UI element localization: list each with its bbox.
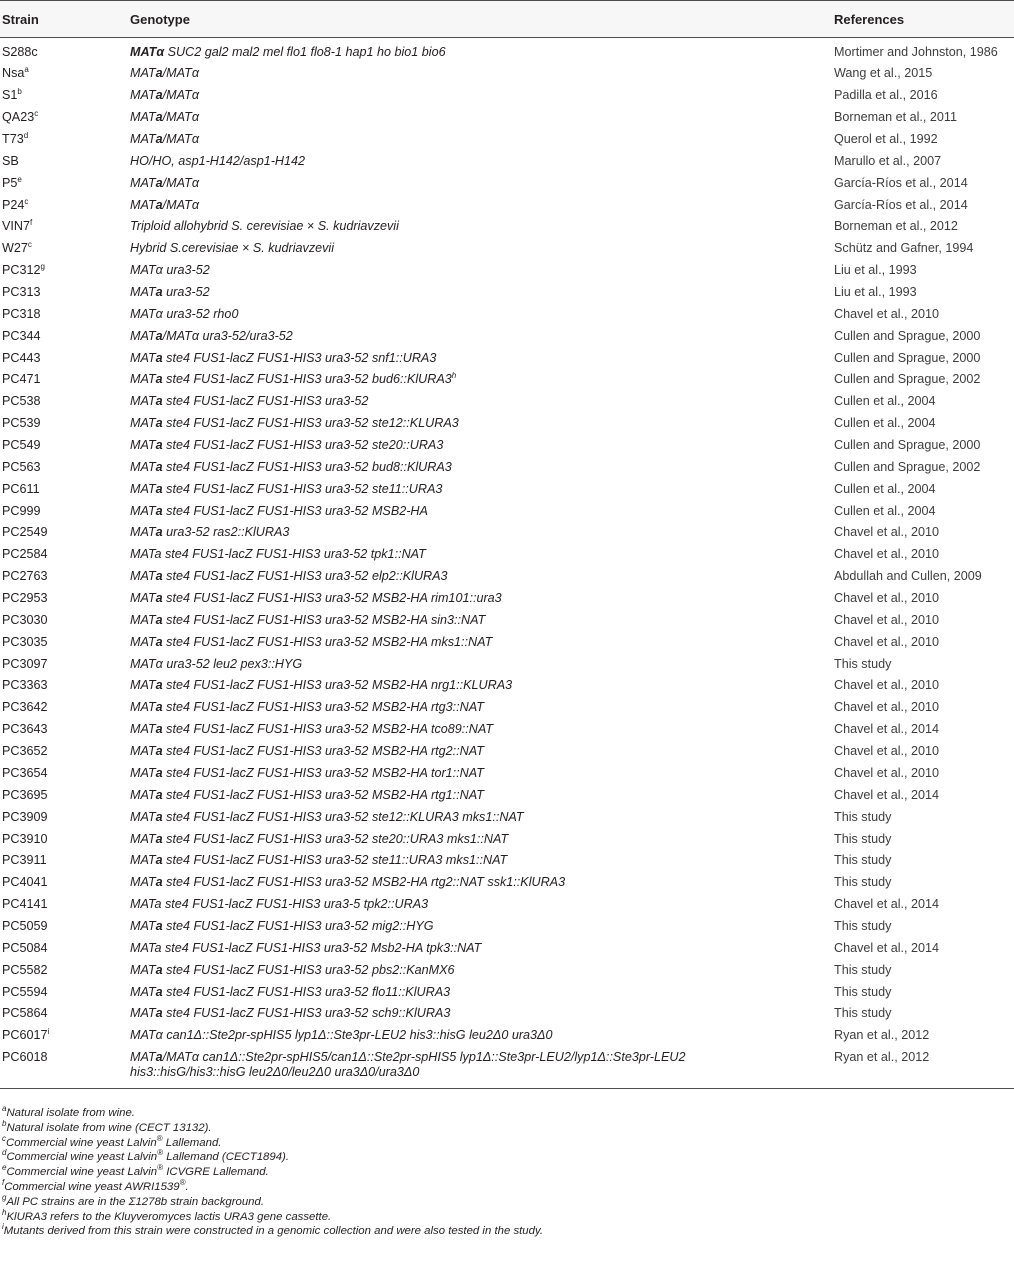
table-row bbox=[0, 763, 1014, 785]
genotype-cell: MATa ste4 FUS1-lacZ FUS1-HIS3 ura3-52 ste20::URA3 mks1::NAT bbox=[130, 831, 509, 846]
footnote: $^g$All PC strains are in the Σ1278b strain background. bbox=[2, 1192, 265, 1208]
reference-cell: Chavel et al., 2010 bbox=[834, 591, 940, 606]
reference-cell: Chavel et al., 2014 bbox=[834, 722, 940, 737]
table-row bbox=[0, 478, 1014, 500]
reference-cell: Ryan et al., 2012 bbox=[834, 1028, 930, 1043]
strain-cell: PC318 bbox=[2, 306, 41, 321]
table-row bbox=[0, 609, 1014, 631]
footnote: $^i$Mutants derived from this strain were constructed in a genomic collection and were also tested in the study. bbox=[2, 1222, 543, 1238]
reference-cell: Wang et al., 2015 bbox=[834, 66, 933, 81]
reference-cell: García-Ríos et al., 2014 bbox=[834, 197, 968, 212]
reference-cell: This study bbox=[834, 918, 892, 933]
reference-cell: This study bbox=[834, 962, 892, 977]
strain-cell: PC3911 bbox=[2, 853, 47, 868]
strain-cell: PC2763 bbox=[2, 569, 48, 584]
genotype-cell: MATa/MATα bbox=[130, 132, 200, 146]
reference-cell: Chavel et al., 2010 bbox=[834, 525, 940, 540]
genotype-cell: MATa/MATα bbox=[130, 175, 200, 190]
table-row bbox=[0, 806, 1014, 828]
table-row bbox=[0, 435, 1014, 457]
genotype-cell: MATa/MATα ura3-52/ura3-52 bbox=[130, 328, 293, 343]
genotype-cell: MATα ura3-52 bbox=[130, 263, 210, 278]
reference-cell: This study bbox=[834, 1006, 892, 1021]
genotype-cell: MATa ste4 FUS1-lacZ FUS1-HIS3 ura3-52 Msb2-HA tpk3::NAT bbox=[130, 940, 482, 955]
table-row bbox=[0, 260, 1014, 282]
strain-cell: P24$^c$ bbox=[2, 196, 29, 212]
genotype-cell: MATa ste4 FUS1-lacZ FUS1-HIS3 ura3-52 MSB2-HA tco89::NAT bbox=[130, 722, 494, 737]
strain-cell: P5e bbox=[2, 174, 22, 190]
strain-cell: T73$^d$ bbox=[2, 130, 29, 146]
strain-cell: PC549 bbox=[2, 438, 41, 453]
strain-cell: PC2953 bbox=[2, 591, 48, 606]
genotype-cell: MATa ste4 FUS1-lacZ FUS1-HIS3 ura3-52 ste11::URA3 bbox=[130, 481, 443, 496]
table-row bbox=[0, 872, 1014, 894]
reference-cell: Chavel et al., 2010 bbox=[834, 634, 940, 649]
reference-cell: Abdullah and Cullen, 2009 bbox=[834, 569, 982, 584]
reference-cell: Querol et al., 1992 bbox=[834, 132, 938, 146]
genotype-cell: MATa ste4 FUS1-lacZ FUS1-HIS3 ura3-52 bbox=[130, 394, 369, 409]
strain-cell: PC5084 bbox=[2, 940, 48, 955]
table-row bbox=[0, 588, 1014, 610]
table-row bbox=[0, 544, 1014, 566]
genotype-cell: MATa ste4 FUS1-lacZ FUS1-HIS3 ura3-52 MSB2-HA bbox=[130, 503, 428, 518]
reference-cell: Chavel et al., 2014 bbox=[834, 940, 940, 955]
table-row bbox=[0, 894, 1014, 916]
strain-cell: PC443 bbox=[2, 350, 41, 365]
strain-cell: PC5059 bbox=[2, 918, 48, 933]
table-row bbox=[0, 38, 1014, 64]
strain-cell: PC3642 bbox=[2, 700, 48, 715]
strain-cell: PC539 bbox=[2, 416, 41, 431]
footnotes bbox=[2, 1106, 1012, 1239]
reference-cell: Chavel et al., 2010 bbox=[834, 612, 940, 627]
reference-cell: Cullen and Sprague, 2000 bbox=[834, 328, 981, 343]
strain-cell: PC999 bbox=[2, 503, 41, 518]
table-body bbox=[0, 38, 1014, 1089]
strain-cell: PC3363 bbox=[2, 678, 48, 693]
strain-cell: Nsa$^a$ bbox=[2, 65, 29, 81]
genotype-cell: MATα ura3-52 rho0 bbox=[130, 306, 239, 321]
genotype-cell: HO/HO, asp1-H142/asp1-H142 bbox=[130, 153, 305, 168]
strain-cell: PC313 bbox=[2, 285, 41, 300]
strain-cell: PC2549 bbox=[2, 525, 48, 540]
genotype-cell: MATa/MATα bbox=[130, 110, 200, 125]
genotype-cell: MATa/MATα bbox=[130, 66, 200, 81]
genotype-cell: MATa ste4 FUS1-lacZ FUS1-HIS3 ura3-52 flo11::KlURA3 bbox=[130, 984, 451, 999]
table-row bbox=[0, 282, 1014, 304]
strain-cell: PC3035 bbox=[2, 634, 48, 649]
genotype-cell: MATa ste4 FUS1-lacZ FUS1-HIS3 ura3-52 ste20::URA3 bbox=[130, 438, 444, 453]
table-row bbox=[0, 85, 1014, 107]
reference-cell: This study bbox=[834, 656, 892, 671]
genotype-cell: MATa ste4 FUS1-lacZ FUS1-HIS3 ura3-52 mig2::HYG bbox=[130, 918, 434, 933]
reference-cell: Marullo et al., 2007 bbox=[834, 153, 942, 168]
genotype-cell: MATα ura3-52 leu2 pex3::HYG bbox=[130, 656, 303, 671]
table-row bbox=[0, 522, 1014, 544]
strain-cell: PC4141 bbox=[2, 897, 48, 912]
genotype-cell: MATa ste4 FUS1-lacZ FUS1-HIS3 ura3-52 MSB2-HA tor1::NAT bbox=[130, 765, 484, 780]
footnote: $^b$Natural isolate from wine (CECT 13132). bbox=[2, 1119, 212, 1134]
reference-cell: Chavel et al., 2010 bbox=[834, 306, 940, 321]
header-strain: Strain bbox=[0, 1, 124, 38]
genotype-cell: MATa ste4 FUS1-lacZ FUS1-HIS3 ura3-52 sch9::KlURA3 bbox=[130, 1006, 451, 1021]
table-header bbox=[0, 1, 1014, 38]
reference-cell: Liu et al., 1993 bbox=[834, 263, 917, 278]
table-row bbox=[0, 150, 1014, 172]
genotype-cell: MATa/MATα bbox=[130, 197, 200, 212]
table-row bbox=[0, 784, 1014, 806]
strain-cell: PC5864 bbox=[2, 1006, 48, 1021]
table-row bbox=[0, 369, 1014, 391]
strain-cell: SB bbox=[2, 153, 19, 168]
genotype-cell: MATa ste4 FUS1-lacZ FUS1-HIS3 ura3-52 bud8::KlURA3 bbox=[130, 459, 452, 474]
table-row bbox=[0, 828, 1014, 850]
reference-cell: Chavel et al., 2010 bbox=[834, 744, 940, 759]
genotype-cell: MATa ste4 FUS1-lacZ FUS1-HIS3 ura3-52 MSB2-HA sin3::NAT bbox=[130, 612, 486, 627]
table-row bbox=[0, 566, 1014, 588]
strain-cell: PC563 bbox=[2, 459, 41, 474]
reference-cell: Cullen et al., 2004 bbox=[834, 481, 936, 496]
table-row bbox=[0, 697, 1014, 719]
table-row bbox=[0, 107, 1014, 129]
strain-cell: PC538 bbox=[2, 394, 41, 409]
reference-cell: Chavel et al., 2010 bbox=[834, 700, 940, 715]
table-row bbox=[0, 194, 1014, 216]
table-row bbox=[0, 63, 1014, 85]
table-row bbox=[0, 303, 1014, 325]
reference-cell: Cullen and Sprague, 2002 bbox=[834, 372, 981, 387]
footnote: $^c$Commercial wine yeast Lalvin® Lallemand. bbox=[2, 1133, 222, 1149]
reference-cell: Chavel et al., 2010 bbox=[834, 547, 940, 562]
table-row bbox=[0, 129, 1014, 151]
table-row bbox=[0, 413, 1014, 435]
reference-cell: This study bbox=[834, 809, 892, 824]
footnote: $^a$Natural isolate from wine. bbox=[2, 1104, 135, 1119]
table-row bbox=[0, 937, 1014, 959]
reference-cell: Cullen and Sprague, 2000 bbox=[834, 350, 981, 365]
reference-cell: Cullen et al., 2004 bbox=[834, 503, 936, 518]
genotype-cell: MATa ste4 FUS1-lacZ FUS1-HIS3 ura3-52 MSB2-HA rim101::ura3 bbox=[130, 591, 502, 606]
strain-cell: W27$^c$ bbox=[2, 240, 32, 256]
genotype-cell: MATα can1Δ::Ste2pr-spHIS5 lyp1Δ::Ste3pr-LEU2 his3::hisG leu2Δ0 ura3Δ0 bbox=[130, 1028, 553, 1043]
reference-cell: Cullen et al., 2004 bbox=[834, 416, 936, 431]
strain-cell: QA23$^c$ bbox=[2, 108, 39, 125]
reference-cell: Borneman et al., 2011 bbox=[834, 110, 957, 125]
table-row bbox=[0, 653, 1014, 675]
reference-cell: Liu et al., 1993 bbox=[834, 285, 917, 300]
strain-cell: PC471 bbox=[2, 372, 41, 387]
strain-cell: PC3695 bbox=[2, 787, 48, 802]
strain-cell: PC2584 bbox=[2, 547, 48, 562]
genotype-cell: MATa/MATα can1Δ::Ste2pr-spHIS5/can1Δ::Ste2pr-spHIS5 lyp1Δ::Ste3pr-LEU2/lyp1Δ::Ste3pr-LEU2 his3::hisG/his3::hisG leu2Δ0/leu2Δ0 ura3Δ0/ura3Δ0 bbox=[124, 1047, 832, 1089]
footnote: $^d$Commercial wine yeast Lalvin® Lallemand (CECT1894). bbox=[2, 1148, 290, 1164]
genotype-cell: MATa ste4 FUS1-lacZ FUS1-HIS3 ura3-52 elp2::KlURA3 bbox=[130, 569, 448, 584]
reference-cell: Cullen and Sprague, 2000 bbox=[834, 438, 981, 453]
genotype-cell: MATa ste4 FUS1-lacZ FUS1-HIS3 ura3-52 MSB2-HA nrg1::KLURA3 bbox=[130, 678, 513, 693]
reference-cell: Schütz and Gafner, 1994 bbox=[834, 241, 974, 256]
table-row bbox=[0, 1025, 1014, 1047]
strain-cell: VIN7$^f$ bbox=[2, 218, 33, 234]
header-references: References bbox=[832, 1, 1014, 38]
table-row bbox=[0, 959, 1014, 981]
table-row bbox=[0, 675, 1014, 697]
reference-cell: This study bbox=[834, 875, 892, 890]
strain-cell: PC3097 bbox=[2, 656, 48, 671]
genotype-cell: MATa ste4 FUS1-lacZ FUS1-HIS3 ura3-52 MSB2-HA mks1::NAT bbox=[130, 634, 493, 649]
genotype-cell: MATa ste4 FUS1-lacZ FUS1-HIS3 ura3-5 tpk2::URA3 bbox=[130, 897, 429, 912]
genotype-cell: MATa ste4 FUS1-lacZ FUS1-HIS3 ura3-52 MSB2-HA rtg2::NAT bbox=[130, 744, 484, 759]
strain-cell: S1$^b$ bbox=[2, 87, 22, 103]
reference-cell: Borneman et al., 2012 bbox=[834, 219, 958, 234]
reference-cell: This study bbox=[834, 853, 892, 868]
strain-cell: PC6018 bbox=[0, 1047, 124, 1089]
table-row bbox=[0, 347, 1014, 369]
footnote: $^f$Commercial wine yeast AWRI1539®. bbox=[2, 1178, 189, 1193]
table-row bbox=[0, 238, 1014, 260]
table-row bbox=[0, 172, 1014, 194]
strain-cell: PC3030 bbox=[2, 612, 48, 627]
genotype-cell: MATα SUC2 gal2 mal2 mel flo1 flo8-1 hap1 ho bio1 bio6 bbox=[130, 45, 446, 59]
strain-cell: PC611 bbox=[2, 481, 40, 496]
table-row bbox=[0, 981, 1014, 1003]
reference-cell: Chavel et al., 2014 bbox=[834, 897, 940, 912]
strain-cell: PC312$^g$ bbox=[2, 261, 45, 278]
strain-cell: PC3652 bbox=[2, 744, 48, 759]
table-row bbox=[0, 391, 1014, 413]
strain-cell: PC3643 bbox=[2, 722, 48, 737]
reference-cell: Padilla et al., 2016 bbox=[834, 88, 938, 103]
genotype-cell: MATa ste4 FUS1-lacZ FUS1-HIS3 ura3-52 MSB2-HA rtg1::NAT bbox=[130, 787, 484, 802]
strain-cell: S288c bbox=[2, 45, 38, 59]
genotype-cell: MATa ste4 FUS1-lacZ FUS1-HIS3 ura3-52 MSB2-HA rtg3::NAT bbox=[130, 700, 484, 715]
reference-cell: Ryan et al., 2012 bbox=[832, 1047, 1014, 1089]
table-row bbox=[0, 1047, 1014, 1089]
table-row bbox=[0, 741, 1014, 763]
genotype-cell: MATa ura3-52 bbox=[130, 285, 210, 300]
reference-cell: This study bbox=[834, 984, 892, 999]
table-row bbox=[0, 850, 1014, 872]
reference-cell: Cullen et al., 2004 bbox=[834, 394, 936, 409]
strain-cell: PC3910 bbox=[2, 831, 48, 846]
genotype-cell: MATa ste4 FUS1-lacZ FUS1-HIS3 ura3-52 pbs2::KanMX6 bbox=[130, 962, 455, 977]
genotype-cell: Triploid allohybrid S. cerevisiae × S. kudriavzevii bbox=[130, 219, 399, 234]
genotype-cell: MATa ste4 FUS1-lacZ FUS1-HIS3 ura3-52 ste12::KLURA3 mks1::NAT bbox=[130, 809, 524, 824]
table-row bbox=[0, 216, 1014, 238]
reference-cell: This study bbox=[834, 831, 892, 846]
genotype-cell: Hybrid S.cerevisiae × S. kudriavzevii bbox=[130, 241, 335, 256]
strain-cell: PC6017$^i$ bbox=[2, 1027, 50, 1043]
genotype-cell: MATa ura3-52 ras2::KlURA3 bbox=[130, 525, 290, 540]
reference-cell: Cullen and Sprague, 2002 bbox=[834, 459, 981, 474]
strain-cell: PC3654 bbox=[2, 765, 48, 780]
reference-cell: Chavel et al., 2014 bbox=[834, 787, 940, 802]
strain-cell: PC344 bbox=[2, 328, 41, 343]
table-row bbox=[0, 500, 1014, 522]
strain-cell: PC4041 bbox=[2, 875, 48, 890]
genotype-cell: MATa ste4 FUS1-lacZ FUS1-HIS3 ura3-52 bud6::KlURA3$^h$ bbox=[130, 371, 457, 387]
strain-cell: PC3909 bbox=[2, 809, 48, 824]
genotype-cell: MATa ste4 FUS1-lacZ FUS1-HIS3 ura3-52 ste12::KLURA3 bbox=[130, 416, 459, 431]
footnote: $^h$KlURA3 refers to the Kluyveromyces lactis URA3 gene cassette. bbox=[2, 1207, 332, 1223]
table-row bbox=[0, 719, 1014, 741]
reference-cell: Chavel et al., 2010 bbox=[834, 765, 940, 780]
footnote: $^e$Commercial wine yeast Lalvin® ICVGRE Lallemand. bbox=[2, 1163, 269, 1179]
header-genotype: Genotype bbox=[124, 1, 832, 38]
strain-cell: PC5594 bbox=[2, 984, 48, 999]
reference-cell: García-Ríos et al., 2014 bbox=[834, 175, 968, 190]
table-row bbox=[0, 916, 1014, 938]
reference-cell: Chavel et al., 2010 bbox=[834, 678, 940, 693]
table-row bbox=[0, 325, 1014, 347]
strain-cell: PC5582 bbox=[2, 962, 48, 977]
reference-cell: Mortimer and Johnston, 1986 bbox=[834, 45, 998, 59]
genotype-cell: MATa/MATα bbox=[130, 88, 200, 103]
table-row bbox=[0, 631, 1014, 653]
genotype-cell: MATa ste4 FUS1-lacZ FUS1-HIS3 ura3-52 tpk1::NAT bbox=[130, 547, 426, 562]
table-row bbox=[0, 1003, 1014, 1025]
genotype-cell: MATa ste4 FUS1-lacZ FUS1-HIS3 ura3-52 snf1::URA3 bbox=[130, 350, 437, 365]
genotype-cell: MATa ste4 FUS1-lacZ FUS1-HIS3 ura3-52 ste11::URA3 mks1::NAT bbox=[130, 853, 508, 868]
table-row bbox=[0, 456, 1014, 478]
genotype-cell: MATa ste4 FUS1-lacZ FUS1-HIS3 ura3-52 MSB2-HA rtg2::NAT ssk1::KlURA3 bbox=[130, 875, 566, 890]
